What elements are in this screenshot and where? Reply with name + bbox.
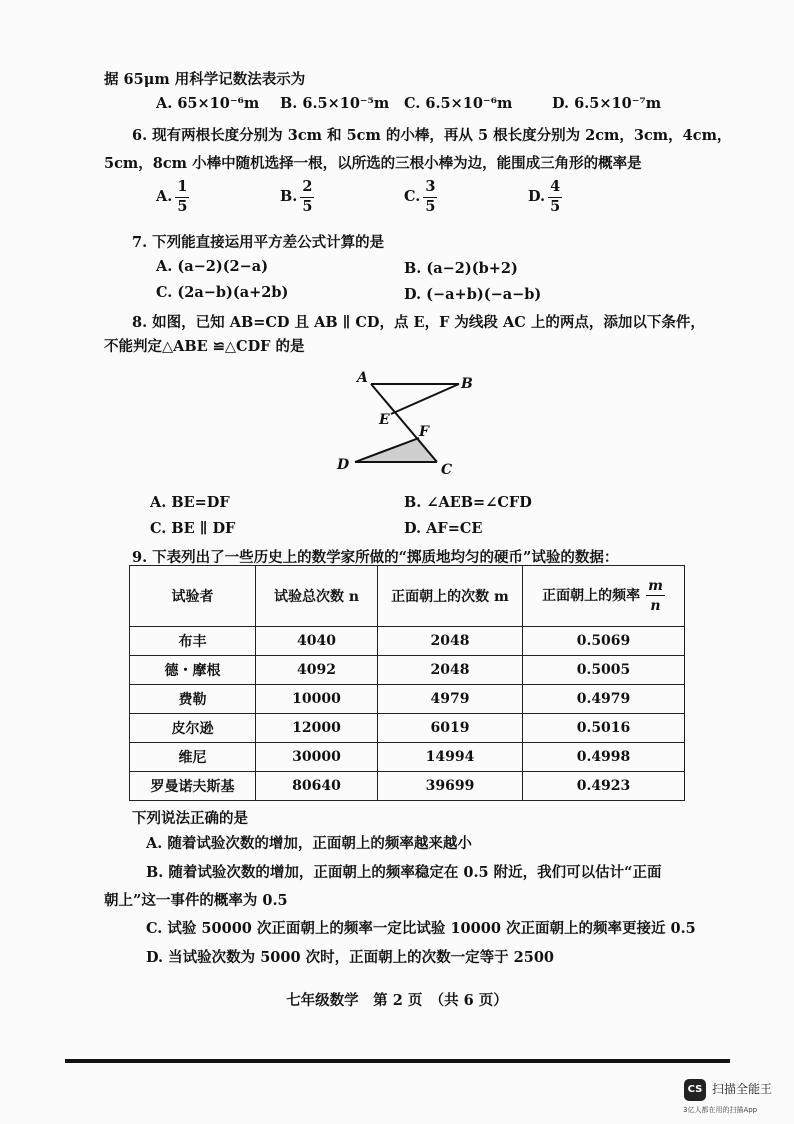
q9-option-a: A. 随着试验次数的增加，正面朝上的频率越来越小 xyxy=(146,835,472,852)
table-cell: 德・摩根 xyxy=(130,656,256,685)
watermark-subtitle: 3亿人都在用的扫描App xyxy=(683,1106,758,1114)
table-cell: 2048 xyxy=(378,656,523,685)
q6-option-b: B. $\frac{2}{5}$ xyxy=(280,178,313,215)
camscanner-logo-icon: CS xyxy=(684,1079,706,1101)
q9-option-d: D. 当试验次数为 5000 次时，正面朝上的次数一定等于 2500 xyxy=(146,949,555,966)
q5-option-b: B. 6.5×10⁻⁵m xyxy=(280,95,390,112)
table-row xyxy=(130,685,685,714)
table-row xyxy=(130,772,685,801)
q8-option-d: D. AF=CE xyxy=(404,520,483,537)
label-b: B xyxy=(461,376,473,392)
label-e: E xyxy=(379,412,390,428)
q9-option-c: C. 试验 50000 次正面朝上的频率一定比试验 10000 次正面朝上的频率更接近 0.5 xyxy=(146,920,696,937)
table-cell: 39699 xyxy=(378,772,523,801)
table-cell: 0.5016 xyxy=(523,714,685,743)
table-cell: 0.4923 xyxy=(523,772,685,801)
table-header-row xyxy=(130,566,685,627)
segment-be xyxy=(391,384,459,414)
q9-stem: 9. 下表列出了一些历史上的数学家所做的“掷质地均匀的硬币”试验的数据： xyxy=(132,549,619,566)
q7-option-c: C. (2a−b)(a+2b) xyxy=(156,284,289,301)
header-experimenter: 试验者 xyxy=(130,566,256,627)
q5-option-a: A. 65×10⁻⁶m xyxy=(156,95,260,112)
table-cell: 2048 xyxy=(378,627,523,656)
table-cell: 0.4998 xyxy=(523,743,685,772)
q9-after: 下列说法正确的是 xyxy=(132,810,248,827)
q7-stem: 7. 下列能直接运用平方差公式计算的是 xyxy=(132,234,385,251)
table-cell: 0.5069 xyxy=(523,627,685,656)
table-cell: 0.4979 xyxy=(523,685,685,714)
table-cell: 布丰 xyxy=(130,627,256,656)
q8-option-a: A. BE=DF xyxy=(150,494,230,511)
q6-line2: 5cm，8cm 小棒中随机选择一根，以所选的三根小棒为边，能围成三角形的概率是 xyxy=(104,155,642,172)
q7-option-b: B. (a−2)(b+2) xyxy=(404,260,518,277)
table-cell: 4092 xyxy=(256,656,378,685)
table-row xyxy=(130,714,685,743)
label-d: D xyxy=(337,457,350,473)
page-footer: 七年级数学 第 2 页 （共 6 页） xyxy=(286,992,508,1009)
label-f: F xyxy=(419,424,429,440)
q8-option-c: C. BE ∥ DF xyxy=(150,520,236,537)
table-cell: 皮尔逊 xyxy=(130,714,256,743)
q5-option-d: D. 6.5×10⁻⁷m xyxy=(552,95,662,112)
table-row xyxy=(130,656,685,685)
table-cell: 6019 xyxy=(378,714,523,743)
q6-option-d: D. $\frac{4}{5}$ xyxy=(528,178,561,215)
q8-option-b: B. ∠AEB=∠CFD xyxy=(404,494,532,511)
table-row xyxy=(130,627,685,656)
table-cell: 80640 xyxy=(256,772,378,801)
header-total-trials: 试验总次数 n xyxy=(256,566,378,627)
q5-option-c: C. 6.5×10⁻⁶m xyxy=(404,95,513,112)
label-c: C xyxy=(441,462,453,478)
q8-line2: 不能判定△ABE ≌△CDF 的是 xyxy=(104,338,305,355)
table-cell: 罗曼诺夫斯基 xyxy=(130,772,256,801)
header-heads-count: 正面朝上的次数 m xyxy=(378,566,523,627)
table-row xyxy=(130,743,685,772)
label-a: A xyxy=(357,370,368,386)
table-cell: 14994 xyxy=(378,743,523,772)
q5-stem: 据 65μm 用科学记数法表示为 xyxy=(104,71,306,88)
q9-option-b-line1: B. 随着试验次数的增加，正面朝上的频率稳定在 0.5 附近，我们可以估计“正面 xyxy=(146,864,662,881)
table-cell: 4979 xyxy=(378,685,523,714)
q8-line1: 8. 如图，已知 AB=CD 且 AB ∥ CD，点 E，F 为线段 AC 上的两点，添加以下条件， xyxy=(132,314,705,331)
table-cell: 30000 xyxy=(256,743,378,772)
table-cell: 12000 xyxy=(256,714,378,743)
q7-option-a: A. (a−2)(2−a) xyxy=(156,258,269,275)
watermark-brand: 扫描全能王 xyxy=(712,1082,773,1096)
table-cell: 0.5005 xyxy=(523,656,685,685)
coin-experiment-table xyxy=(129,565,685,801)
table-cell: 维尼 xyxy=(130,743,256,772)
q6-option-c: C. $\frac{3}{5}$ xyxy=(404,178,436,215)
header-heads-frequency: 正面朝上的频率 $\frac{m}{n}$ xyxy=(523,566,685,627)
q6-option-a: A. $\frac{1}{5}$ xyxy=(156,178,188,215)
q7-option-d: D. (−a+b)(−a−b) xyxy=(404,286,542,303)
table-cell: 4040 xyxy=(256,627,378,656)
q9-option-b-line2: 朝上”这一事件的概率为 0.5 xyxy=(104,892,288,909)
bottom-rule xyxy=(65,1059,730,1063)
q8-figure xyxy=(333,370,493,482)
table-cell: 10000 xyxy=(256,685,378,714)
q6-line1: 6. 现有两根长度分别为 3cm 和 5cm 的小棒，再从 5 根长度分别为 2cm，3cm，4cm， xyxy=(132,127,732,144)
table-cell: 费勒 xyxy=(130,685,256,714)
